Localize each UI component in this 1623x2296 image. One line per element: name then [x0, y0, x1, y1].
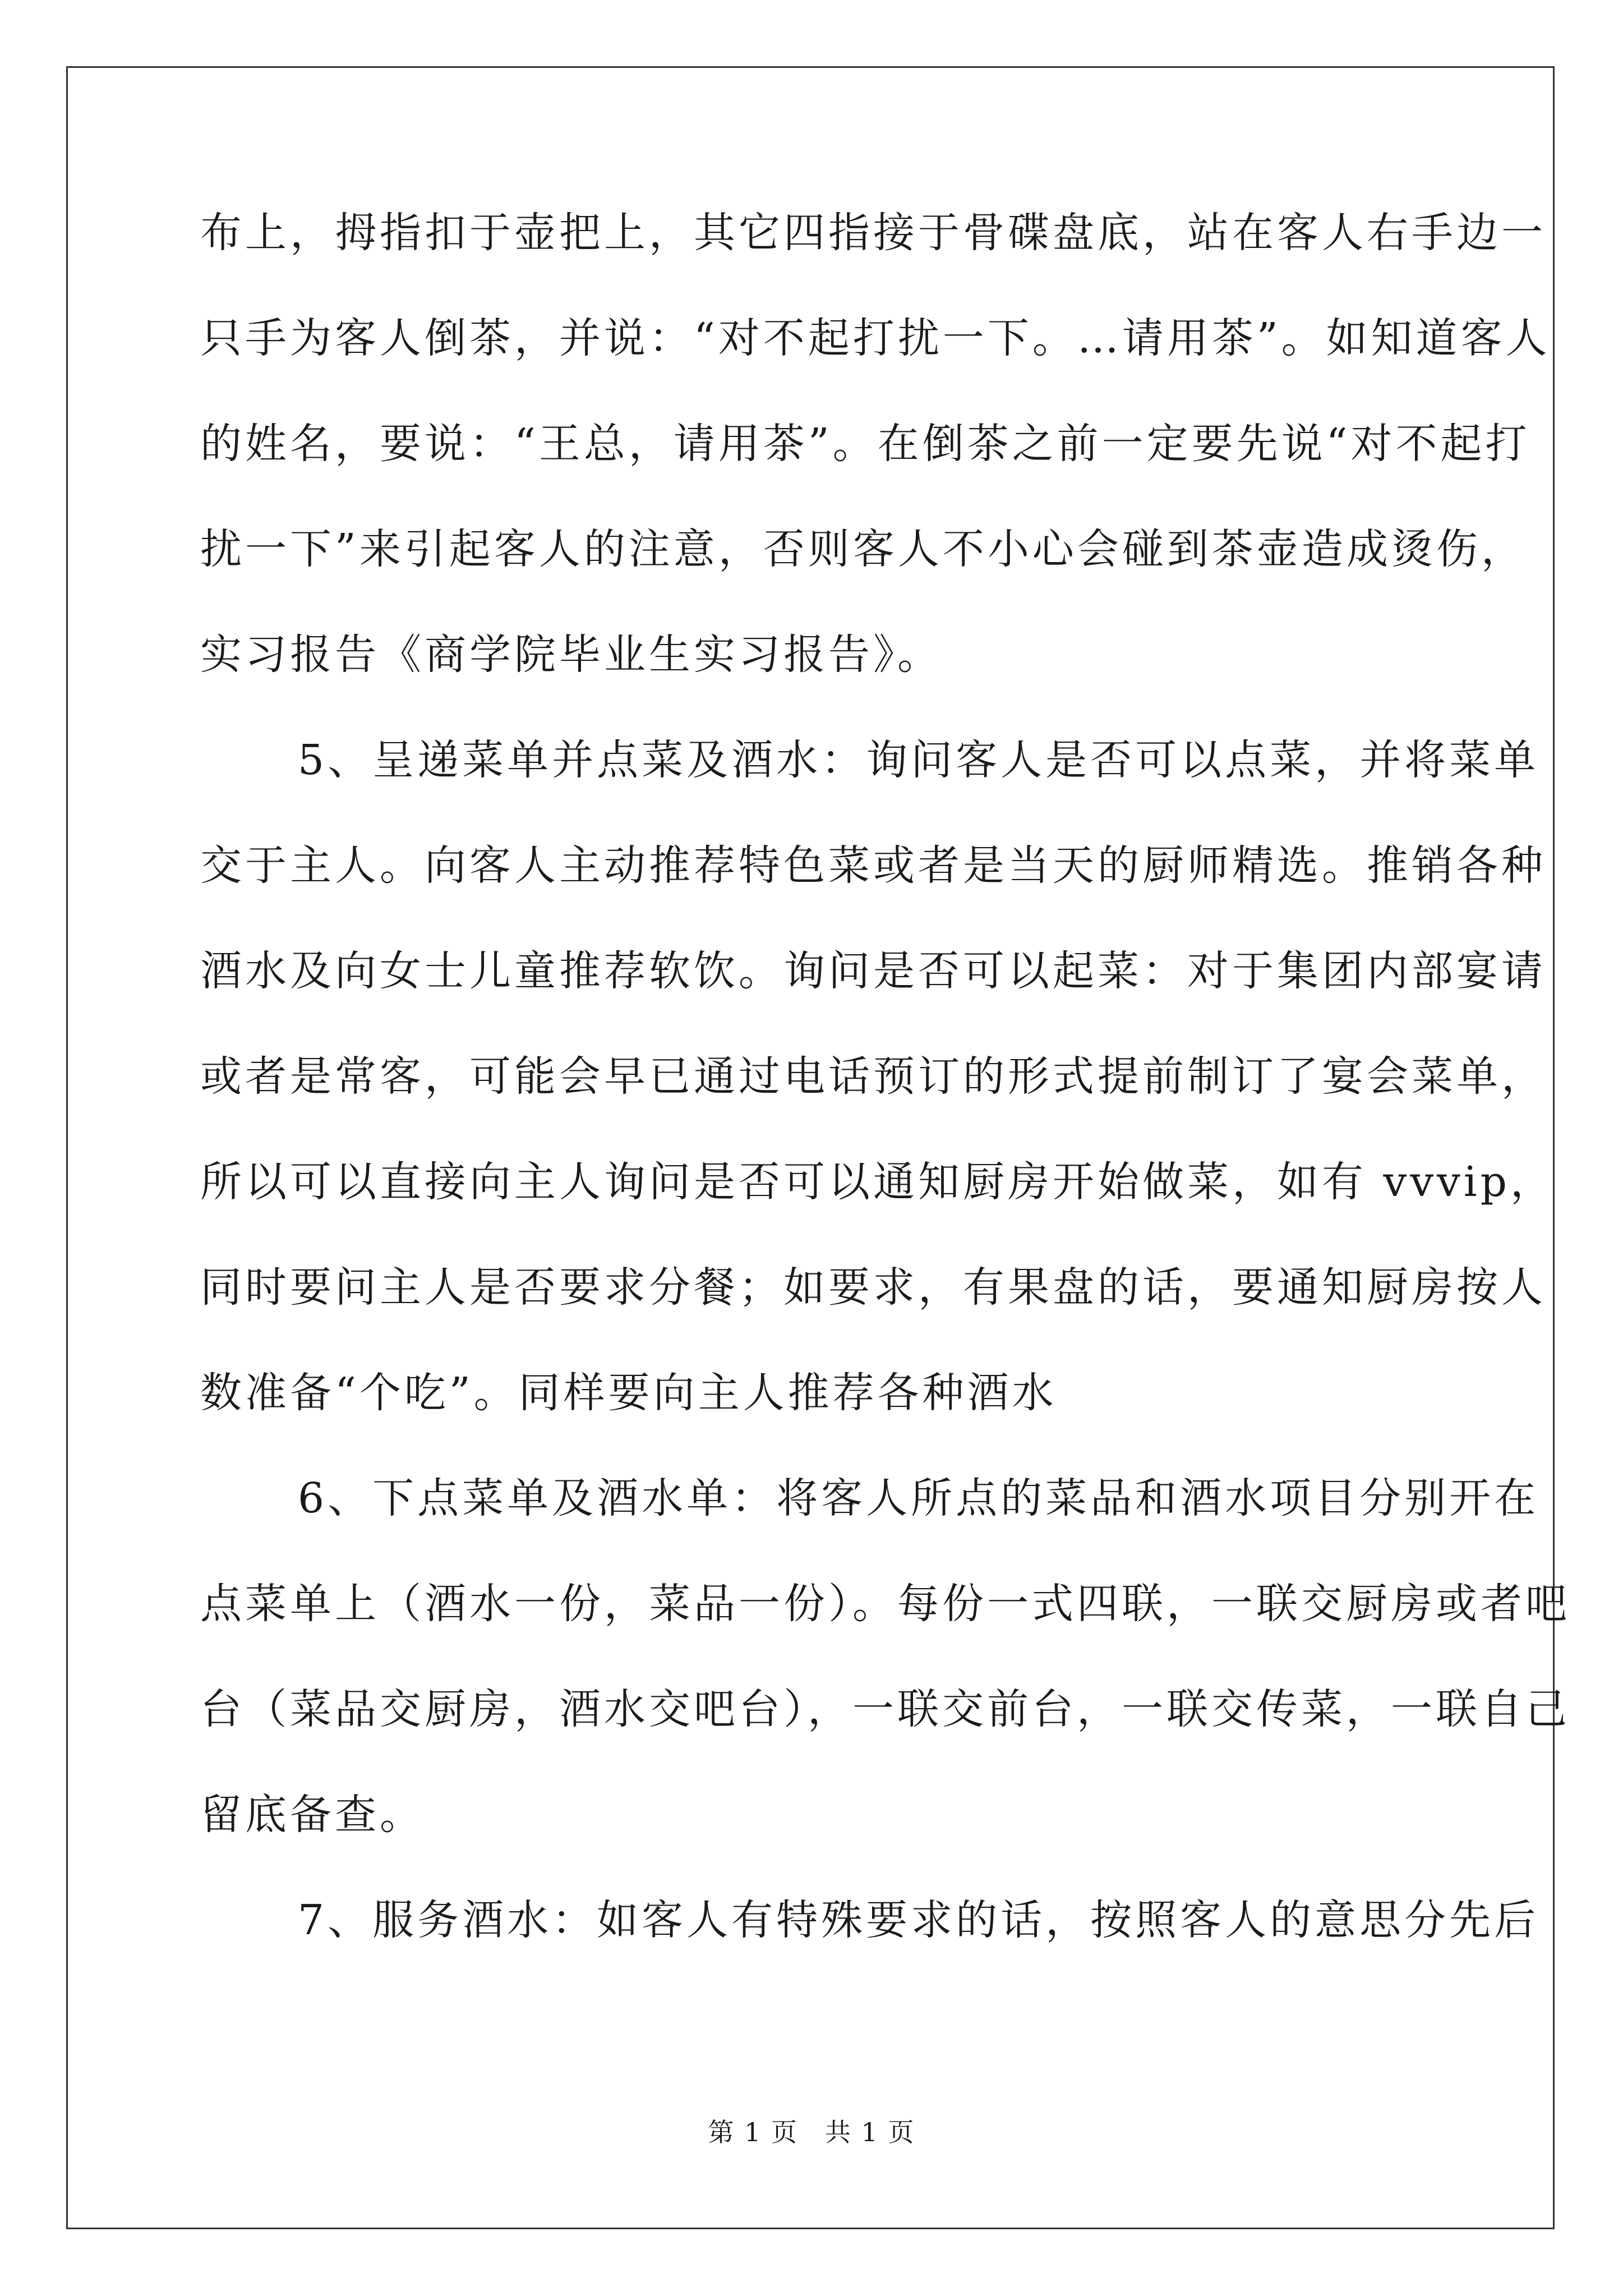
paragraph-4 [200, 1896, 1539, 1944]
text-line: 的姓名，要说：“王总，请用茶”。在倒茶之前一定要先说“对不起打 [200, 420, 1530, 468]
text-line: 只手为客人倒茶，并说：“对不起打扰一下。…请用茶”。如知道客人 [200, 314, 1551, 362]
text-line: 扰一下”来引起客人的注意，否则客人不小心会碰到茶壶造成烫伤， [200, 525, 1526, 573]
text-line: 所以可以直接向主人询问是否可以通知厨房开始做菜，如有 vvvip， [200, 1158, 1555, 1206]
paragraph-2 [200, 736, 1555, 1417]
page-number-footer: 第 1 页 共 1 页 [708, 2117, 915, 2147]
paragraph-3 [200, 1474, 1570, 1839]
text-line: 或者是常客，可能会早已通过电话预订的形式提前制订了宴会菜单， [200, 1052, 1546, 1101]
text-line: 7、服务酒水：如客人有特殊要求的话，按照客人的意思分先后 [298, 1896, 1539, 1944]
text-line: 酒水及向女士儿童推荐软饮。询问是否可以起菜：对于集团内部宴请 [200, 947, 1546, 995]
text-line: 留底备查。 [200, 1791, 425, 1839]
text-line: 数准备“个吃”。同样要向主人推荐各种酒水 [200, 1369, 1057, 1417]
text-line: 布上，拇指扣于壶把上，其它四指接于骨碟盘底，站在客人右手边一 [200, 209, 1546, 257]
text-line: 5、呈递菜单并点菜及酒水：询问客人是否可以点菜，并将菜单 [298, 736, 1539, 784]
text-line: 同时要问主人是否要求分餐；如要求，有果盘的话，要通知厨房按人 [200, 1263, 1546, 1312]
text-line: 实习报告《商学院毕业生实习报告》。 [200, 631, 942, 679]
text-line: 6、下点菜单及酒水单：将客人所点的菜品和酒水项目分别开在 [298, 1474, 1539, 1522]
text-line: 台（菜品交厨房，酒水交吧台），一联交前台，一联交传菜，一联自己 [200, 1685, 1570, 1733]
paragraph-1 [200, 209, 1551, 679]
document-body [200, 209, 1570, 2005]
text-line: 点菜单上（酒水一份，菜品一份）。每份一式四联，一联交厨房或者吧 [200, 1580, 1570, 1628]
text-line: 交于主人。向客人主动推荐特色菜或者是当天的厨师精选。推销各种 [200, 841, 1546, 890]
